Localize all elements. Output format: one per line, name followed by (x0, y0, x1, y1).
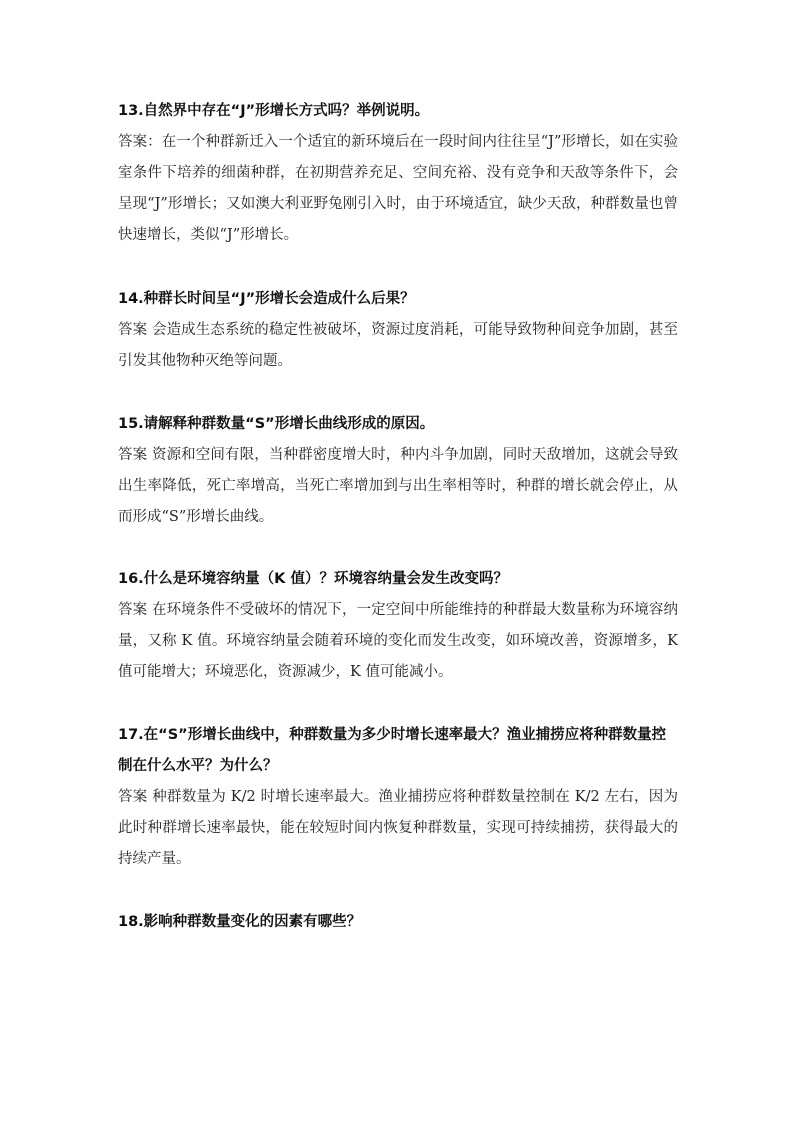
question-block-18 (118, 907, 361, 938)
question-14: 14.种群长时间呈“J”形增长会造成什么后果？ (118, 291, 415, 307)
answer-13: 答案：在一个种群新迁入一个适宜的新环境后在一段时间内往往呈“J”形增长，如在实验室条件下培养的细菌种群，在初期营养充足、空间充裕、没有竞争和天敌等条件下，会呈现“J”形增长；又如澳大利亚野兔刚引入时，由于环境适宜，缺少天敌，种群数量也曾快速增长，类似“J”形增长。 (118, 134, 678, 243)
question-16: 16.什么是环境容纳量（K 值）？环境容纳量会发生改变吗？ (118, 571, 508, 587)
question-15: 15.请解释种群数量“S”形增长曲线形成的原因。 (118, 416, 435, 432)
answer-16: 答案 在环境条件不受破坏的情况下，一定空间中所能维持的种群最大数量称为环境容纳量，又称 K 值。环境容纳量会随着环境的变化而发生改变，如环境改善，资源增多，K 值可能增大；环境恶化，资源减少，K 值可能减小。 (118, 602, 678, 680)
question-block-14 (118, 284, 678, 377)
question-17: 17.在“S”形增长曲线中，种群数量为多少时增长速率最大？渔业捕捞应将种群数量控制在什么水平？为什么？ (118, 727, 667, 774)
answer-17: 答案 种群数量为 K/2 时增长速率最大。渔业捕捞应将种群数量控制在 K/2 左右，因为此时种群增长速率最快，能在较短时间内恢复种群数量，实现可持续捕捞，获得最大的持续产量。 (118, 789, 678, 867)
question-block-16 (118, 564, 678, 688)
question-13: 13.自然界中存在“J”形增长方式吗？举例说明。 (118, 103, 430, 119)
answer-14: 答案 会造成生态系统的稳定性被破坏，资源过度消耗，可能导致物种间竞争加剧，甚至引发其他物种灭绝等问题。 (118, 322, 678, 369)
question-block-15 (118, 409, 678, 533)
question-block-13 (118, 96, 678, 251)
question-18: 18.影响种群数量变化的因素有哪些？ (118, 914, 362, 930)
answer-15: 答案 资源和空间有限，当种群密度增大时，种内斗争加剧，同时天敌增加，这就会导致出生率降低，死亡率增高，当死亡率增加到与出生率相等时，种群的增长就会停止，从而形成“S”形增长曲线。 (118, 447, 678, 525)
question-block-17 (118, 720, 678, 875)
